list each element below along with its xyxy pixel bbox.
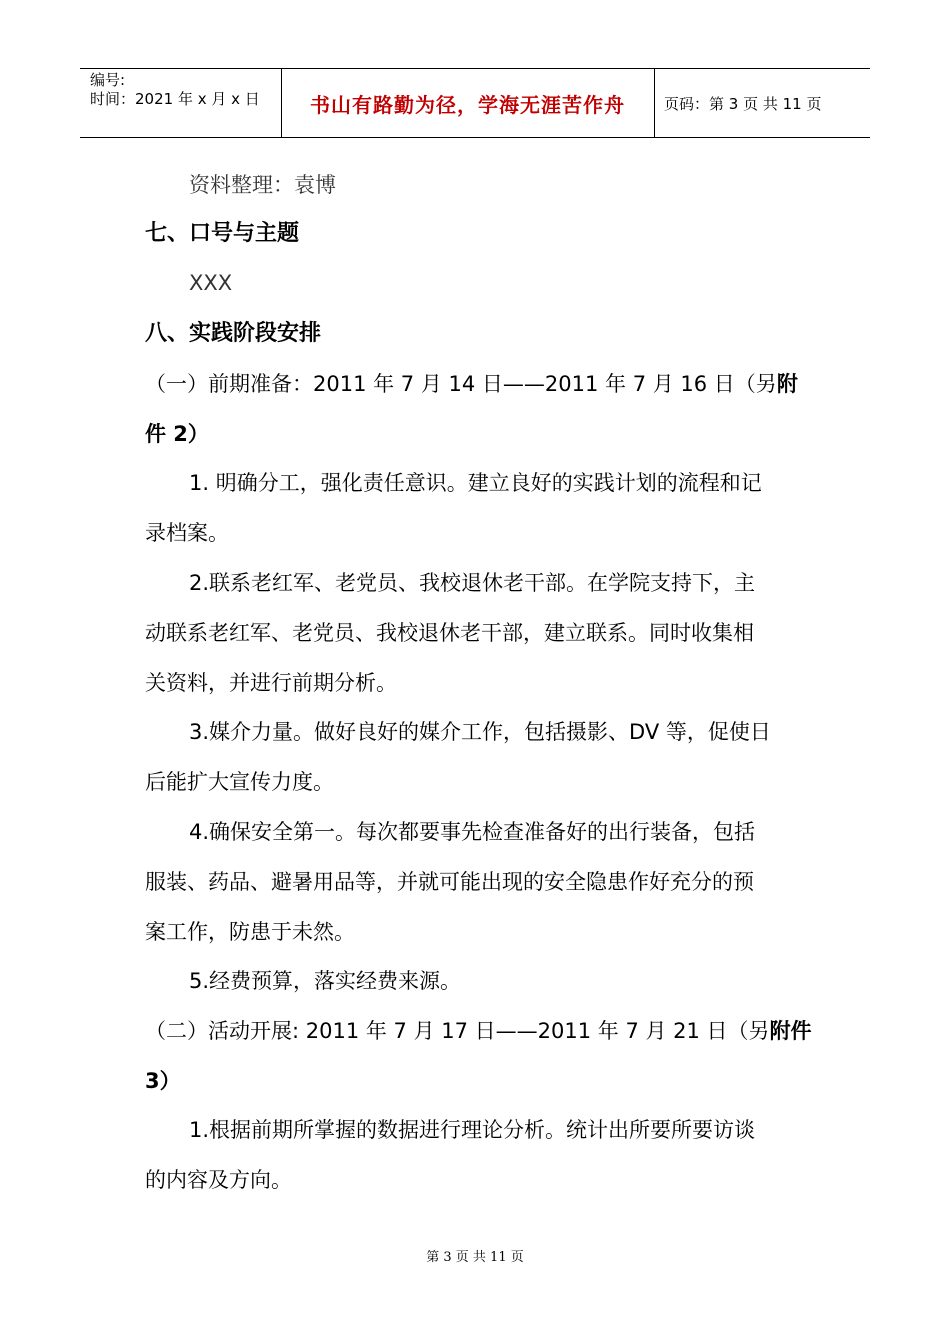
page-footer: 第 3 页 共 11 页 <box>426 1250 524 1265</box>
paragraph-line: 5.经费预算，落实经费来源。 <box>189 969 462 993</box>
paragraph-line: 2.联系老红军、老党员、我校退休老干部。在学院支持下，主 <box>189 571 756 595</box>
paragraph-line: 动联系老红军、老党员、我校退休老干部，建立联系。同时收集相 <box>145 621 754 645</box>
paragraph-line: 案工作，防患于未然。 <box>145 920 355 944</box>
subsection-bold-text: 附件 <box>769 1019 812 1043</box>
header-divider <box>654 69 655 137</box>
subsection-heading <box>145 1017 812 1045</box>
section-heading: 七、口号与主题 <box>145 221 300 246</box>
paragraph-line: 录档案。 <box>145 521 229 545</box>
paragraph-line: 3.媒介力量。做好良好的媒介工作，包括摄影、DV 等，促使日 <box>189 720 771 744</box>
paragraph-line: XXX <box>189 271 233 295</box>
subsection-text: （一）前期准备：2011 年 7 月 14 日——2011 年 7 月 16 日（另 <box>145 372 777 396</box>
header-page-number: 页码：第 3 页 共 11 页 <box>664 95 822 113</box>
header-motto: 书山有路勤为径，学海无涯苦作舟 <box>310 92 625 117</box>
header-meta <box>90 71 260 109</box>
paragraph-line: 1. 明确分工，强化责任意识。建立良好的实践计划的流程和记 <box>189 471 762 495</box>
page-header <box>80 68 870 138</box>
paragraph-line: 关资料，并进行前期分析。 <box>145 671 397 695</box>
document-time-label: 时间：2021 年 x 月 x 日 <box>90 90 260 108</box>
paragraph-line: 服装、药品、避暑用品等，并就可能出现的安全隐患作好充分的预 <box>145 870 754 894</box>
subsection-heading <box>145 370 798 398</box>
document-number-label: 编号: <box>90 71 126 89</box>
paragraph-line: 的内容及方向。 <box>145 1168 292 1192</box>
subsection-heading-cont: 件 2） <box>145 422 209 446</box>
subsection-text: （二）活动开展: 2011 年 7 月 17 日——2011 年 7 月 21 日（另 <box>145 1019 770 1043</box>
subsection-heading-cont: 3） <box>145 1069 181 1093</box>
paragraph-line: 4.确保安全第一。每次都要事先检查准备好的出行装备，包括 <box>189 820 756 844</box>
section-heading: 八、实践阶段安排 <box>145 321 322 346</box>
paragraph-line: 1.根据前期所掌握的数据进行理论分析。统计出所要所要访谈 <box>189 1118 756 1142</box>
subsection-bold-text: 附 <box>776 372 798 396</box>
paragraph-line: 后能扩大宣传力度。 <box>145 770 334 794</box>
paragraph-line: 资料整理：袁博 <box>189 173 336 197</box>
